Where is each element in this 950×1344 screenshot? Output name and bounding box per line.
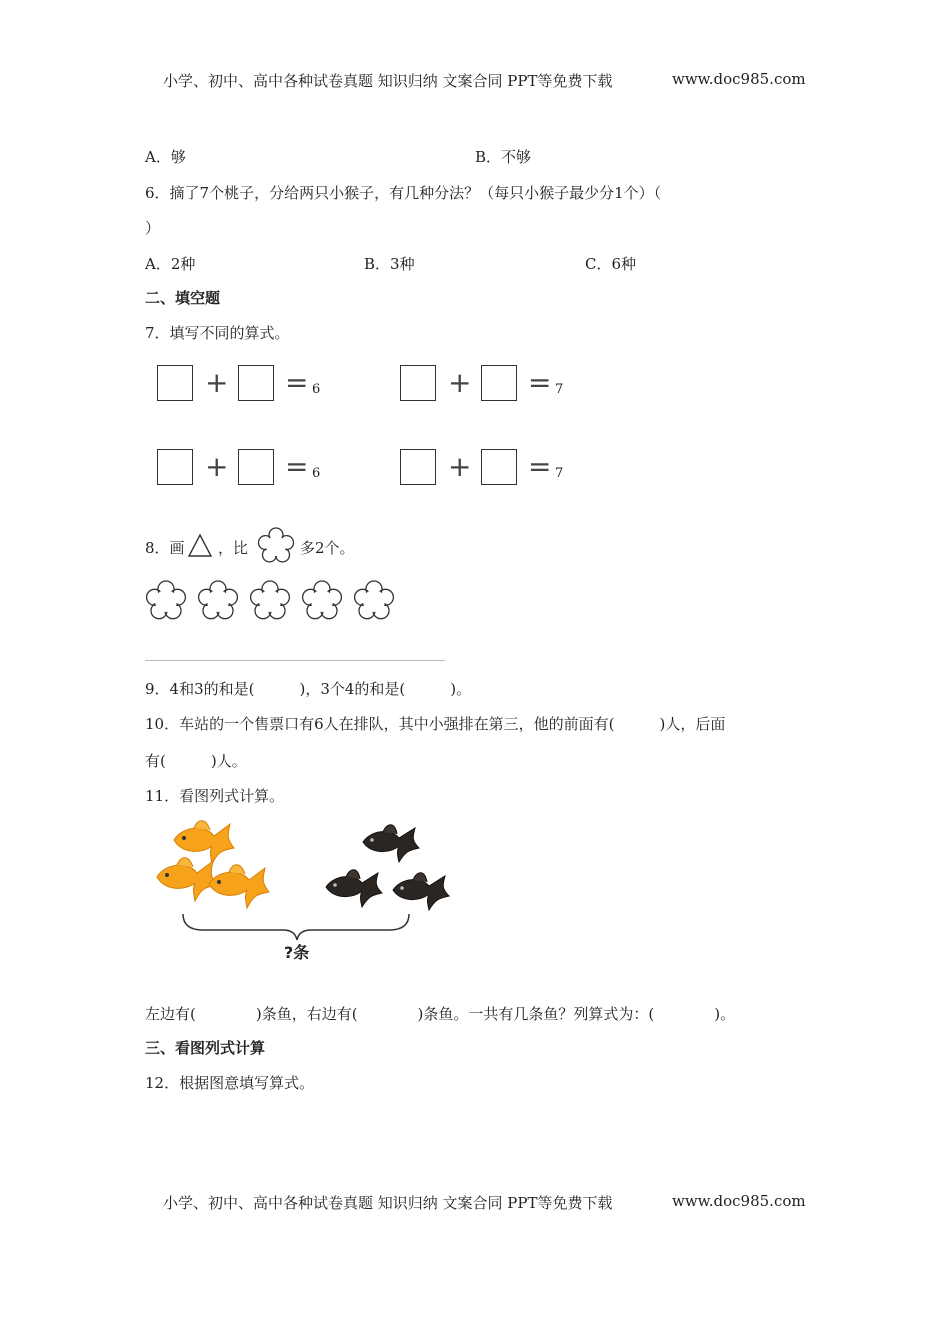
q12-question: 12．根据图意填写算式。 bbox=[145, 1074, 315, 1092]
q6-question-line2: ） bbox=[145, 219, 161, 237]
q10-question-line1: 10．车站的一个售票口有6人在排队，其中小强排在第三，他的前面有( )人，后面 bbox=[145, 715, 726, 733]
q7-question: 7．填写不同的算式。 bbox=[145, 324, 290, 342]
black-fish-icon bbox=[363, 825, 419, 862]
equals-sign: = bbox=[285, 366, 309, 399]
header-text: 小学、初中、高中各种试卷真题 知识归纳 文案合同 PPT等免费下载 bbox=[163, 72, 613, 90]
answer-box[interactable] bbox=[481, 365, 517, 401]
q11-question: 11．看图列式计算。 bbox=[145, 787, 285, 805]
q6-question-line1: 6．摘了7个桃子，分给两只小猴子，有几种分法？（每只小猴子最少分1个）（ bbox=[145, 184, 662, 202]
q8-question-suffix: 多2个。 bbox=[300, 539, 355, 557]
answer-box[interactable] bbox=[157, 365, 193, 401]
sum-value: 6 bbox=[312, 466, 321, 481]
q10-question-line2: 有( )人。 bbox=[145, 752, 247, 770]
equals-sign: = bbox=[285, 450, 309, 483]
plus-sign: + bbox=[448, 450, 472, 483]
header-site-link[interactable]: www.doc985.com bbox=[672, 70, 806, 88]
equals-sign: = bbox=[528, 366, 552, 399]
q8-question-middle: ，比 bbox=[218, 539, 249, 557]
black-fish-icon bbox=[393, 873, 449, 910]
equals-sign: = bbox=[528, 450, 552, 483]
answer-box[interactable] bbox=[481, 449, 517, 485]
flower-icon bbox=[143, 578, 189, 624]
sum-value: 7 bbox=[555, 382, 564, 397]
goldfish-icon bbox=[157, 858, 217, 901]
plus-sign: + bbox=[448, 366, 472, 399]
sum-value: 7 bbox=[555, 466, 564, 481]
black-fish-icon bbox=[326, 870, 382, 907]
q6-option-a: A．2种 bbox=[145, 255, 196, 273]
q5-option-a: A．够 bbox=[145, 148, 186, 166]
footer-site-link[interactable]: www.doc985.com bbox=[672, 1192, 806, 1210]
answer-box[interactable] bbox=[400, 449, 436, 485]
answer-box[interactable] bbox=[400, 365, 436, 401]
answer-box[interactable] bbox=[238, 365, 274, 401]
answer-box[interactable] bbox=[238, 449, 274, 485]
section-3-heading: 三、看图列式计算 bbox=[145, 1039, 266, 1057]
flower-icon bbox=[247, 578, 293, 624]
q6-option-c: C．6种 bbox=[585, 255, 637, 273]
plus-sign: + bbox=[205, 450, 229, 483]
flower-icon bbox=[299, 578, 345, 624]
goldfish-icon bbox=[209, 865, 269, 908]
q9-question: 9．4和3的和是( )，3个4的和是( )。 bbox=[145, 680, 472, 698]
q6-option-b: B．3种 bbox=[364, 255, 415, 273]
flower-icon bbox=[195, 578, 241, 624]
drawing-answer-line[interactable] bbox=[145, 660, 445, 661]
flower-icon bbox=[351, 578, 397, 624]
q5-option-b: B．不够 bbox=[475, 148, 532, 166]
flower-icon bbox=[255, 525, 297, 567]
plus-sign: + bbox=[205, 366, 229, 399]
q8-question-prefix: 8．画 bbox=[145, 539, 185, 557]
brace-label: ?条 bbox=[284, 943, 310, 962]
triangle-icon bbox=[187, 533, 213, 559]
section-2-heading: 二、填空题 bbox=[145, 289, 221, 307]
answer-box[interactable] bbox=[157, 449, 193, 485]
brace-icon bbox=[183, 914, 409, 940]
q11-answer-line: 左边有( )条鱼，右边有( )条鱼。一共有几条鱼？列算式为：( )。 bbox=[145, 1005, 736, 1023]
footer-text: 小学、初中、高中各种试卷真题 知识归纳 文案合同 PPT等免费下载 bbox=[163, 1194, 613, 1212]
sum-value: 6 bbox=[312, 382, 321, 397]
